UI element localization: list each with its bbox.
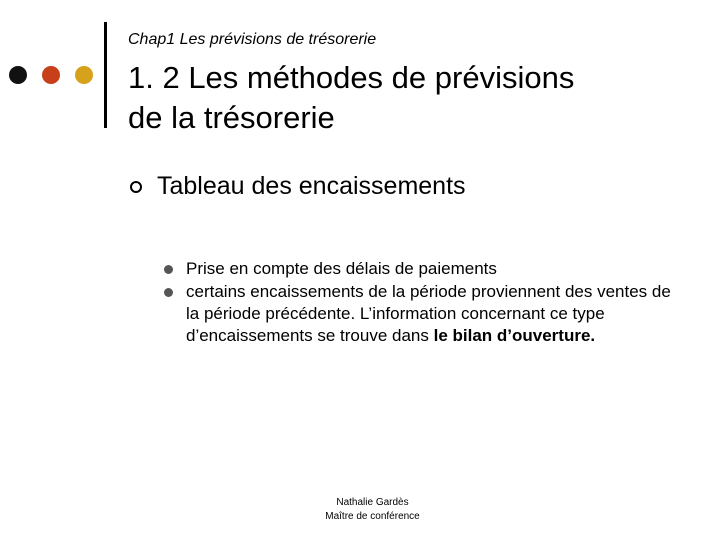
- decorative-dot-gold: [75, 66, 93, 84]
- footer-author: Nathalie Gardès: [336, 497, 409, 508]
- decorative-dot-red: [42, 66, 60, 84]
- bullet-dot-icon: [164, 288, 173, 297]
- footer-role: Maître de conférence: [325, 511, 420, 522]
- bullet-dot-icon: [164, 265, 173, 274]
- sub-bullet-item: [162, 258, 682, 280]
- sub-bullet-item: [162, 281, 682, 347]
- footer: [0, 496, 720, 524]
- slide-title-line2: de la trésorerie: [128, 100, 335, 135]
- main-bullet-label: Tableau des encaissements: [157, 172, 466, 200]
- sub-bullet-text: certains encaissements de la période proviennent des ventes de la période précédente. L’information concernant ce type d’encaissements se trouve dans: [186, 282, 671, 345]
- slide-title: [128, 58, 708, 138]
- sub-bullet-list: [162, 258, 682, 348]
- chapter-subtitle: Chap1 Les prévisions de trésorerie: [128, 31, 377, 48]
- slide-title-line1: 1. 2 Les méthodes de prévisions: [128, 60, 575, 95]
- decorative-dot-black: [9, 66, 27, 84]
- sub-bullet-text: Prise en compte des délais de paiements: [186, 259, 497, 278]
- ring-bullet-icon: [130, 181, 142, 193]
- title-divider: [104, 22, 107, 128]
- sub-bullet-bold-text: le bilan d’ouverture.: [433, 326, 596, 345]
